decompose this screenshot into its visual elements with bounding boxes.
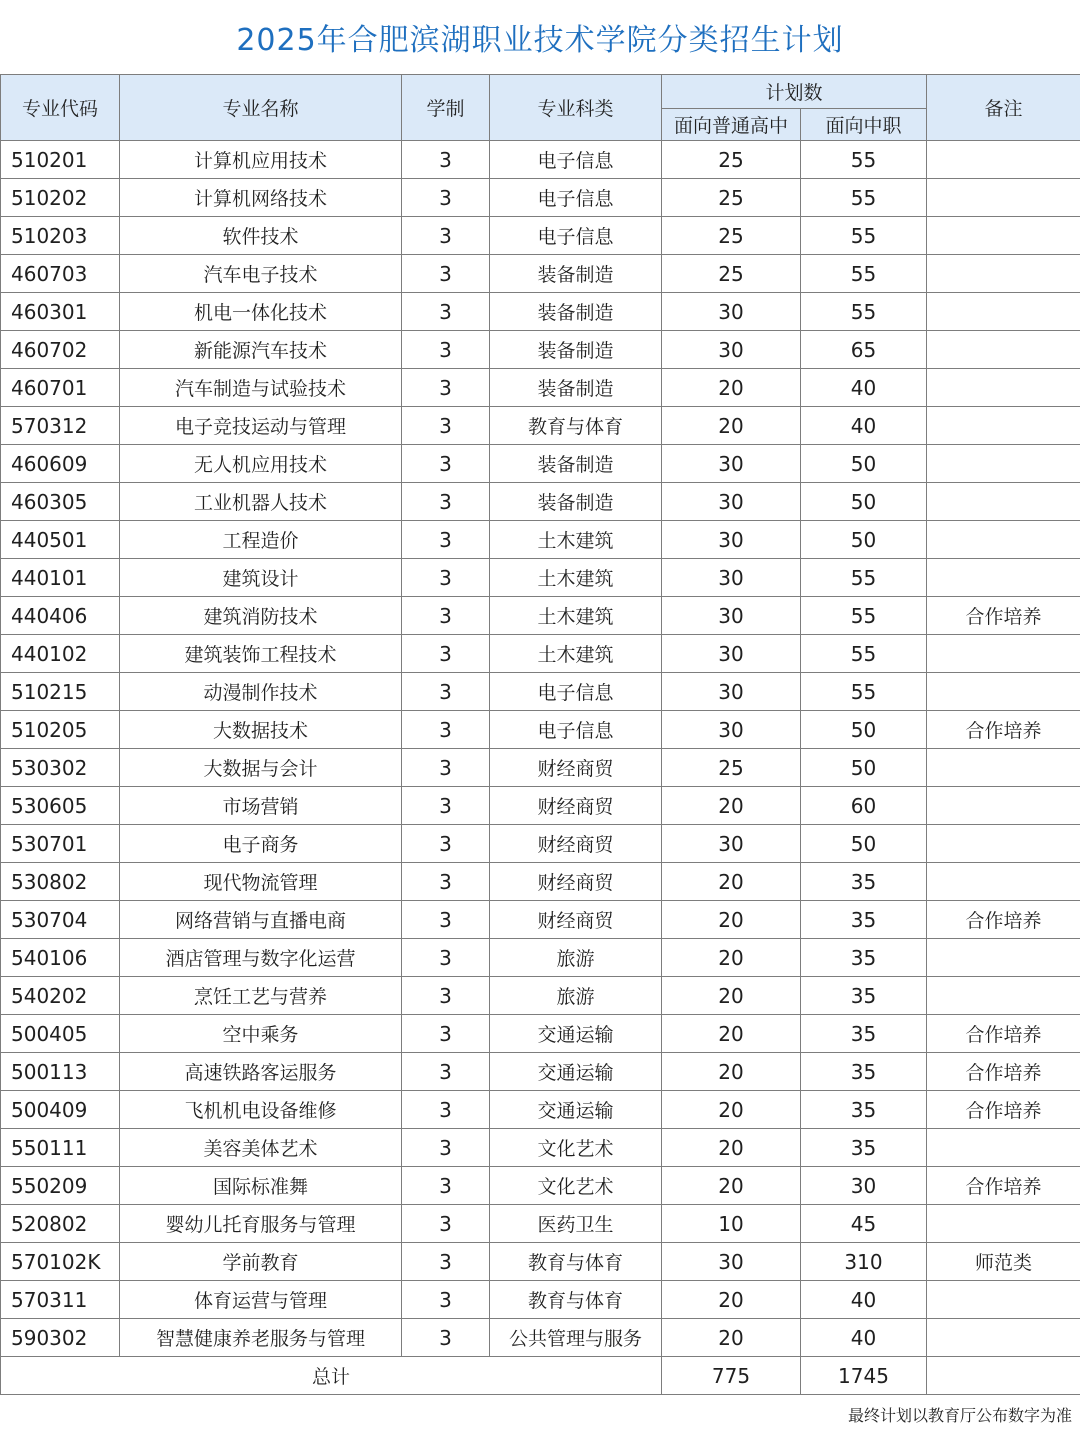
cell-plan-high: 20 bbox=[662, 1129, 801, 1167]
cell-note bbox=[927, 749, 1080, 787]
cell-code: 550209 bbox=[1, 1167, 120, 1205]
cell-name: 工业机器人技术 bbox=[120, 483, 402, 521]
table-row bbox=[1, 521, 1080, 559]
cell-code: 460701 bbox=[1, 369, 120, 407]
cell-note bbox=[927, 863, 1080, 901]
cell-years: 3 bbox=[402, 369, 490, 407]
cell-plan-high: 30 bbox=[662, 597, 801, 635]
cell-category: 电子信息 bbox=[490, 673, 662, 711]
cell-name: 计算机应用技术 bbox=[120, 141, 402, 179]
footer-note: 最终计划以教育厅公布数字为准 bbox=[847, 1406, 1072, 1425]
cell-code: 460609 bbox=[1, 445, 120, 483]
cell-years: 3 bbox=[402, 331, 490, 369]
cell-plan-high: 30 bbox=[662, 293, 801, 331]
cell-category: 旅游 bbox=[490, 939, 662, 977]
cell-plan-voc: 35 bbox=[801, 1015, 927, 1053]
cell-plan-voc: 35 bbox=[801, 1129, 927, 1167]
cell-plan-voc: 55 bbox=[801, 255, 927, 293]
cell-plan-high: 30 bbox=[662, 635, 801, 673]
cell-name: 动漫制作技术 bbox=[120, 673, 402, 711]
table-row bbox=[1, 673, 1080, 711]
cell-code: 590302 bbox=[1, 1319, 120, 1357]
table-row bbox=[1, 1243, 1080, 1281]
cell-plan-voc: 35 bbox=[801, 901, 927, 939]
cell-plan-high: 20 bbox=[662, 863, 801, 901]
enrollment-plan-table bbox=[0, 74, 1080, 1395]
table-row bbox=[1, 787, 1080, 825]
cell-plan-voc: 40 bbox=[801, 1281, 927, 1319]
cell-years: 3 bbox=[402, 559, 490, 597]
cell-name: 电子竞技运动与管理 bbox=[120, 407, 402, 445]
cell-note bbox=[927, 939, 1080, 977]
cell-name: 建筑设计 bbox=[120, 559, 402, 597]
cell-plan-high: 20 bbox=[662, 977, 801, 1015]
cell-years: 3 bbox=[402, 977, 490, 1015]
cell-plan-voc: 40 bbox=[801, 1319, 927, 1357]
cell-name: 大数据技术 bbox=[120, 711, 402, 749]
cell-plan-voc: 50 bbox=[801, 711, 927, 749]
header-category: 专业科类 bbox=[490, 75, 662, 141]
cell-plan-voc: 55 bbox=[801, 179, 927, 217]
header-years: 学制 bbox=[402, 75, 490, 141]
total-plan-high: 775 bbox=[662, 1357, 801, 1395]
cell-years: 3 bbox=[402, 1167, 490, 1205]
total-note bbox=[927, 1357, 1080, 1395]
cell-plan-voc: 35 bbox=[801, 939, 927, 977]
table-row bbox=[1, 597, 1080, 635]
cell-plan-voc: 35 bbox=[801, 977, 927, 1015]
cell-note: 合作培养 bbox=[927, 1167, 1080, 1205]
cell-code: 530802 bbox=[1, 863, 120, 901]
table-row bbox=[1, 1167, 1080, 1205]
cell-code: 530605 bbox=[1, 787, 120, 825]
cell-years: 3 bbox=[402, 521, 490, 559]
cell-plan-high: 20 bbox=[662, 369, 801, 407]
cell-category: 公共管理与服务 bbox=[490, 1319, 662, 1357]
cell-plan-voc: 50 bbox=[801, 445, 927, 483]
cell-category: 电子信息 bbox=[490, 217, 662, 255]
cell-years: 3 bbox=[402, 711, 490, 749]
cell-plan-voc: 30 bbox=[801, 1167, 927, 1205]
cell-note bbox=[927, 1129, 1080, 1167]
cell-category: 教育与体育 bbox=[490, 407, 662, 445]
cell-category: 装备制造 bbox=[490, 369, 662, 407]
cell-code: 570311 bbox=[1, 1281, 120, 1319]
cell-name: 机电一体化技术 bbox=[120, 293, 402, 331]
cell-note bbox=[927, 559, 1080, 597]
cell-code: 530701 bbox=[1, 825, 120, 863]
cell-category: 交通运输 bbox=[490, 1053, 662, 1091]
cell-category: 电子信息 bbox=[490, 141, 662, 179]
cell-name: 建筑装饰工程技术 bbox=[120, 635, 402, 673]
cell-name: 市场营销 bbox=[120, 787, 402, 825]
cell-name: 电子商务 bbox=[120, 825, 402, 863]
table-row bbox=[1, 331, 1080, 369]
cell-years: 3 bbox=[402, 255, 490, 293]
cell-category: 装备制造 bbox=[490, 445, 662, 483]
cell-category: 装备制造 bbox=[490, 255, 662, 293]
cell-name: 婴幼儿托育服务与管理 bbox=[120, 1205, 402, 1243]
cell-code: 510215 bbox=[1, 673, 120, 711]
table-row bbox=[1, 635, 1080, 673]
cell-years: 3 bbox=[402, 445, 490, 483]
cell-plan-voc: 45 bbox=[801, 1205, 927, 1243]
cell-plan-voc: 50 bbox=[801, 749, 927, 787]
table-row bbox=[1, 825, 1080, 863]
cell-plan-voc: 40 bbox=[801, 369, 927, 407]
cell-plan-high: 30 bbox=[662, 559, 801, 597]
cell-name: 空中乘务 bbox=[120, 1015, 402, 1053]
cell-plan-high: 20 bbox=[662, 1053, 801, 1091]
cell-category: 文化艺术 bbox=[490, 1129, 662, 1167]
cell-code: 460301 bbox=[1, 293, 120, 331]
cell-note bbox=[927, 1205, 1080, 1243]
cell-note: 合作培养 bbox=[927, 597, 1080, 635]
cell-name: 工程造价 bbox=[120, 521, 402, 559]
cell-category: 文化艺术 bbox=[490, 1167, 662, 1205]
cell-plan-high: 30 bbox=[662, 711, 801, 749]
cell-category: 医药卫生 bbox=[490, 1205, 662, 1243]
cell-plan-voc: 55 bbox=[801, 559, 927, 597]
cell-years: 3 bbox=[402, 1319, 490, 1357]
cell-plan-voc: 50 bbox=[801, 825, 927, 863]
cell-code: 500409 bbox=[1, 1091, 120, 1129]
cell-category: 教育与体育 bbox=[490, 1243, 662, 1281]
table-row bbox=[1, 217, 1080, 255]
cell-category: 土木建筑 bbox=[490, 559, 662, 597]
table-row bbox=[1, 179, 1080, 217]
cell-plan-voc: 55 bbox=[801, 217, 927, 255]
cell-plan-high: 30 bbox=[662, 331, 801, 369]
cell-plan-high: 30 bbox=[662, 673, 801, 711]
cell-note bbox=[927, 977, 1080, 1015]
cell-plan-high: 25 bbox=[662, 749, 801, 787]
cell-note bbox=[927, 825, 1080, 863]
cell-plan-high: 20 bbox=[662, 1167, 801, 1205]
cell-plan-voc: 50 bbox=[801, 521, 927, 559]
header-plan-voc: 面向中职 bbox=[801, 109, 927, 141]
table-row bbox=[1, 1281, 1080, 1319]
cell-code: 460702 bbox=[1, 331, 120, 369]
cell-category: 财经商贸 bbox=[490, 787, 662, 825]
cell-years: 3 bbox=[402, 863, 490, 901]
cell-code: 500405 bbox=[1, 1015, 120, 1053]
cell-category: 装备制造 bbox=[490, 331, 662, 369]
cell-plan-voc: 35 bbox=[801, 863, 927, 901]
table-row bbox=[1, 1129, 1080, 1167]
cell-name: 学前教育 bbox=[120, 1243, 402, 1281]
cell-category: 交通运输 bbox=[490, 1091, 662, 1129]
cell-plan-high: 10 bbox=[662, 1205, 801, 1243]
cell-note bbox=[927, 635, 1080, 673]
table-row bbox=[1, 559, 1080, 597]
cell-name: 大数据与会计 bbox=[120, 749, 402, 787]
cell-plan-high: 30 bbox=[662, 445, 801, 483]
cell-years: 3 bbox=[402, 1091, 490, 1129]
cell-category: 财经商贸 bbox=[490, 863, 662, 901]
cell-name: 软件技术 bbox=[120, 217, 402, 255]
cell-category: 交通运输 bbox=[490, 1015, 662, 1053]
table-row bbox=[1, 369, 1080, 407]
cell-note bbox=[927, 141, 1080, 179]
cell-name: 网络营销与直播电商 bbox=[120, 901, 402, 939]
cell-years: 3 bbox=[402, 1281, 490, 1319]
cell-plan-high: 30 bbox=[662, 1243, 801, 1281]
cell-note bbox=[927, 407, 1080, 445]
cell-name: 汽车电子技术 bbox=[120, 255, 402, 293]
header-note: 备注 bbox=[927, 75, 1080, 141]
table-row bbox=[1, 407, 1080, 445]
cell-code: 510205 bbox=[1, 711, 120, 749]
cell-note bbox=[927, 331, 1080, 369]
cell-years: 3 bbox=[402, 1205, 490, 1243]
table-row bbox=[1, 977, 1080, 1015]
cell-category: 财经商贸 bbox=[490, 825, 662, 863]
cell-note bbox=[927, 1281, 1080, 1319]
cell-plan-high: 20 bbox=[662, 1319, 801, 1357]
cell-note bbox=[927, 787, 1080, 825]
cell-category: 土木建筑 bbox=[490, 597, 662, 635]
table-row bbox=[1, 1015, 1080, 1053]
cell-name: 美容美体艺术 bbox=[120, 1129, 402, 1167]
cell-plan-high: 30 bbox=[662, 825, 801, 863]
cell-note bbox=[927, 217, 1080, 255]
cell-years: 3 bbox=[402, 673, 490, 711]
cell-plan-voc: 55 bbox=[801, 293, 927, 331]
cell-plan-high: 20 bbox=[662, 939, 801, 977]
cell-years: 3 bbox=[402, 825, 490, 863]
cell-years: 3 bbox=[402, 141, 490, 179]
cell-name: 飞机机电设备维修 bbox=[120, 1091, 402, 1129]
cell-plan-voc: 310 bbox=[801, 1243, 927, 1281]
cell-name: 计算机网络技术 bbox=[120, 179, 402, 217]
cell-name: 智慧健康养老服务与管理 bbox=[120, 1319, 402, 1357]
cell-note: 合作培养 bbox=[927, 1091, 1080, 1129]
cell-years: 3 bbox=[402, 293, 490, 331]
cell-name: 建筑消防技术 bbox=[120, 597, 402, 635]
cell-years: 3 bbox=[402, 939, 490, 977]
cell-plan-voc: 55 bbox=[801, 673, 927, 711]
cell-note bbox=[927, 255, 1080, 293]
cell-category: 电子信息 bbox=[490, 711, 662, 749]
cell-plan-high: 30 bbox=[662, 483, 801, 521]
cell-code: 550111 bbox=[1, 1129, 120, 1167]
cell-note: 合作培养 bbox=[927, 1053, 1080, 1091]
cell-code: 440101 bbox=[1, 559, 120, 597]
cell-code: 460703 bbox=[1, 255, 120, 293]
header-code: 专业代码 bbox=[1, 75, 120, 141]
cell-category: 土木建筑 bbox=[490, 521, 662, 559]
cell-plan-voc: 65 bbox=[801, 331, 927, 369]
cell-note bbox=[927, 293, 1080, 331]
table-row bbox=[1, 711, 1080, 749]
cell-years: 3 bbox=[402, 1015, 490, 1053]
cell-note bbox=[927, 673, 1080, 711]
table-row bbox=[1, 1319, 1080, 1357]
cell-category: 教育与体育 bbox=[490, 1281, 662, 1319]
cell-category: 装备制造 bbox=[490, 293, 662, 331]
cell-code: 510203 bbox=[1, 217, 120, 255]
cell-years: 3 bbox=[402, 749, 490, 787]
cell-plan-voc: 35 bbox=[801, 1091, 927, 1129]
total-label: 总计 bbox=[1, 1357, 662, 1395]
cell-name: 国际标准舞 bbox=[120, 1167, 402, 1205]
cell-plan-high: 20 bbox=[662, 1015, 801, 1053]
cell-plan-high: 20 bbox=[662, 407, 801, 445]
cell-plan-voc: 40 bbox=[801, 407, 927, 445]
cell-category: 土木建筑 bbox=[490, 635, 662, 673]
cell-years: 3 bbox=[402, 787, 490, 825]
cell-note bbox=[927, 369, 1080, 407]
cell-plan-voc: 60 bbox=[801, 787, 927, 825]
cell-code: 540202 bbox=[1, 977, 120, 1015]
cell-name: 新能源汽车技术 bbox=[120, 331, 402, 369]
cell-name: 无人机应用技术 bbox=[120, 445, 402, 483]
cell-plan-high: 30 bbox=[662, 521, 801, 559]
table-header-row bbox=[1, 75, 1080, 109]
cell-note bbox=[927, 179, 1080, 217]
cell-years: 3 bbox=[402, 901, 490, 939]
table-row bbox=[1, 749, 1080, 787]
header-plan-high: 面向普通高中 bbox=[662, 109, 801, 141]
cell-category: 装备制造 bbox=[490, 483, 662, 521]
cell-code: 520802 bbox=[1, 1205, 120, 1243]
cell-category: 财经商贸 bbox=[490, 901, 662, 939]
cell-code: 460305 bbox=[1, 483, 120, 521]
cell-category: 电子信息 bbox=[490, 179, 662, 217]
table-row bbox=[1, 863, 1080, 901]
cell-plan-voc: 50 bbox=[801, 483, 927, 521]
cell-code: 440501 bbox=[1, 521, 120, 559]
cell-years: 3 bbox=[402, 1243, 490, 1281]
header-plan: 计划数 bbox=[662, 75, 927, 109]
cell-code: 510202 bbox=[1, 179, 120, 217]
cell-years: 3 bbox=[402, 407, 490, 445]
cell-years: 3 bbox=[402, 597, 490, 635]
total-plan-voc: 1745 bbox=[801, 1357, 927, 1395]
cell-code: 530704 bbox=[1, 901, 120, 939]
cell-plan-voc: 55 bbox=[801, 597, 927, 635]
cell-plan-high: 25 bbox=[662, 217, 801, 255]
page-title: 2025年合肥滨湖职业技术学院分类招生计划 bbox=[236, 23, 844, 58]
table-row bbox=[1, 1053, 1080, 1091]
cell-category: 旅游 bbox=[490, 977, 662, 1015]
table-row bbox=[1, 141, 1080, 179]
cell-note: 合作培养 bbox=[927, 901, 1080, 939]
cell-note: 合作培养 bbox=[927, 711, 1080, 749]
cell-code: 570312 bbox=[1, 407, 120, 445]
cell-plan-voc: 35 bbox=[801, 1053, 927, 1091]
cell-note: 师范类 bbox=[927, 1243, 1080, 1281]
cell-years: 3 bbox=[402, 1053, 490, 1091]
cell-note bbox=[927, 521, 1080, 559]
cell-category: 财经商贸 bbox=[490, 749, 662, 787]
cell-plan-high: 20 bbox=[662, 901, 801, 939]
table-row bbox=[1, 1091, 1080, 1129]
cell-code: 530302 bbox=[1, 749, 120, 787]
cell-years: 3 bbox=[402, 483, 490, 521]
header-name: 专业名称 bbox=[120, 75, 402, 141]
cell-code: 510201 bbox=[1, 141, 120, 179]
cell-code: 440102 bbox=[1, 635, 120, 673]
cell-name: 汽车制造与试验技术 bbox=[120, 369, 402, 407]
cell-plan-high: 20 bbox=[662, 1091, 801, 1129]
cell-plan-high: 20 bbox=[662, 1281, 801, 1319]
cell-name: 烹饪工艺与营养 bbox=[120, 977, 402, 1015]
cell-name: 酒店管理与数字化运营 bbox=[120, 939, 402, 977]
total-row bbox=[1, 1357, 1080, 1395]
table-row bbox=[1, 445, 1080, 483]
table-row bbox=[1, 255, 1080, 293]
cell-plan-high: 25 bbox=[662, 179, 801, 217]
cell-name: 现代物流管理 bbox=[120, 863, 402, 901]
cell-code: 570102K bbox=[1, 1243, 120, 1281]
table-row bbox=[1, 483, 1080, 521]
cell-years: 3 bbox=[402, 179, 490, 217]
cell-note bbox=[927, 483, 1080, 521]
cell-code: 540106 bbox=[1, 939, 120, 977]
cell-plan-high: 25 bbox=[662, 255, 801, 293]
cell-note bbox=[927, 1319, 1080, 1357]
cell-years: 3 bbox=[402, 1129, 490, 1167]
cell-name: 高速铁路客运服务 bbox=[120, 1053, 402, 1091]
cell-years: 3 bbox=[402, 635, 490, 673]
cell-name: 体育运营与管理 bbox=[120, 1281, 402, 1319]
cell-code: 440406 bbox=[1, 597, 120, 635]
cell-plan-high: 20 bbox=[662, 787, 801, 825]
table-row bbox=[1, 1205, 1080, 1243]
cell-plan-voc: 55 bbox=[801, 635, 927, 673]
cell-plan-voc: 55 bbox=[801, 141, 927, 179]
cell-years: 3 bbox=[402, 217, 490, 255]
cell-note bbox=[927, 445, 1080, 483]
cell-note: 合作培养 bbox=[927, 1015, 1080, 1053]
cell-code: 500113 bbox=[1, 1053, 120, 1091]
cell-plan-high: 25 bbox=[662, 141, 801, 179]
table-row bbox=[1, 939, 1080, 977]
table-row bbox=[1, 293, 1080, 331]
table-row bbox=[1, 901, 1080, 939]
